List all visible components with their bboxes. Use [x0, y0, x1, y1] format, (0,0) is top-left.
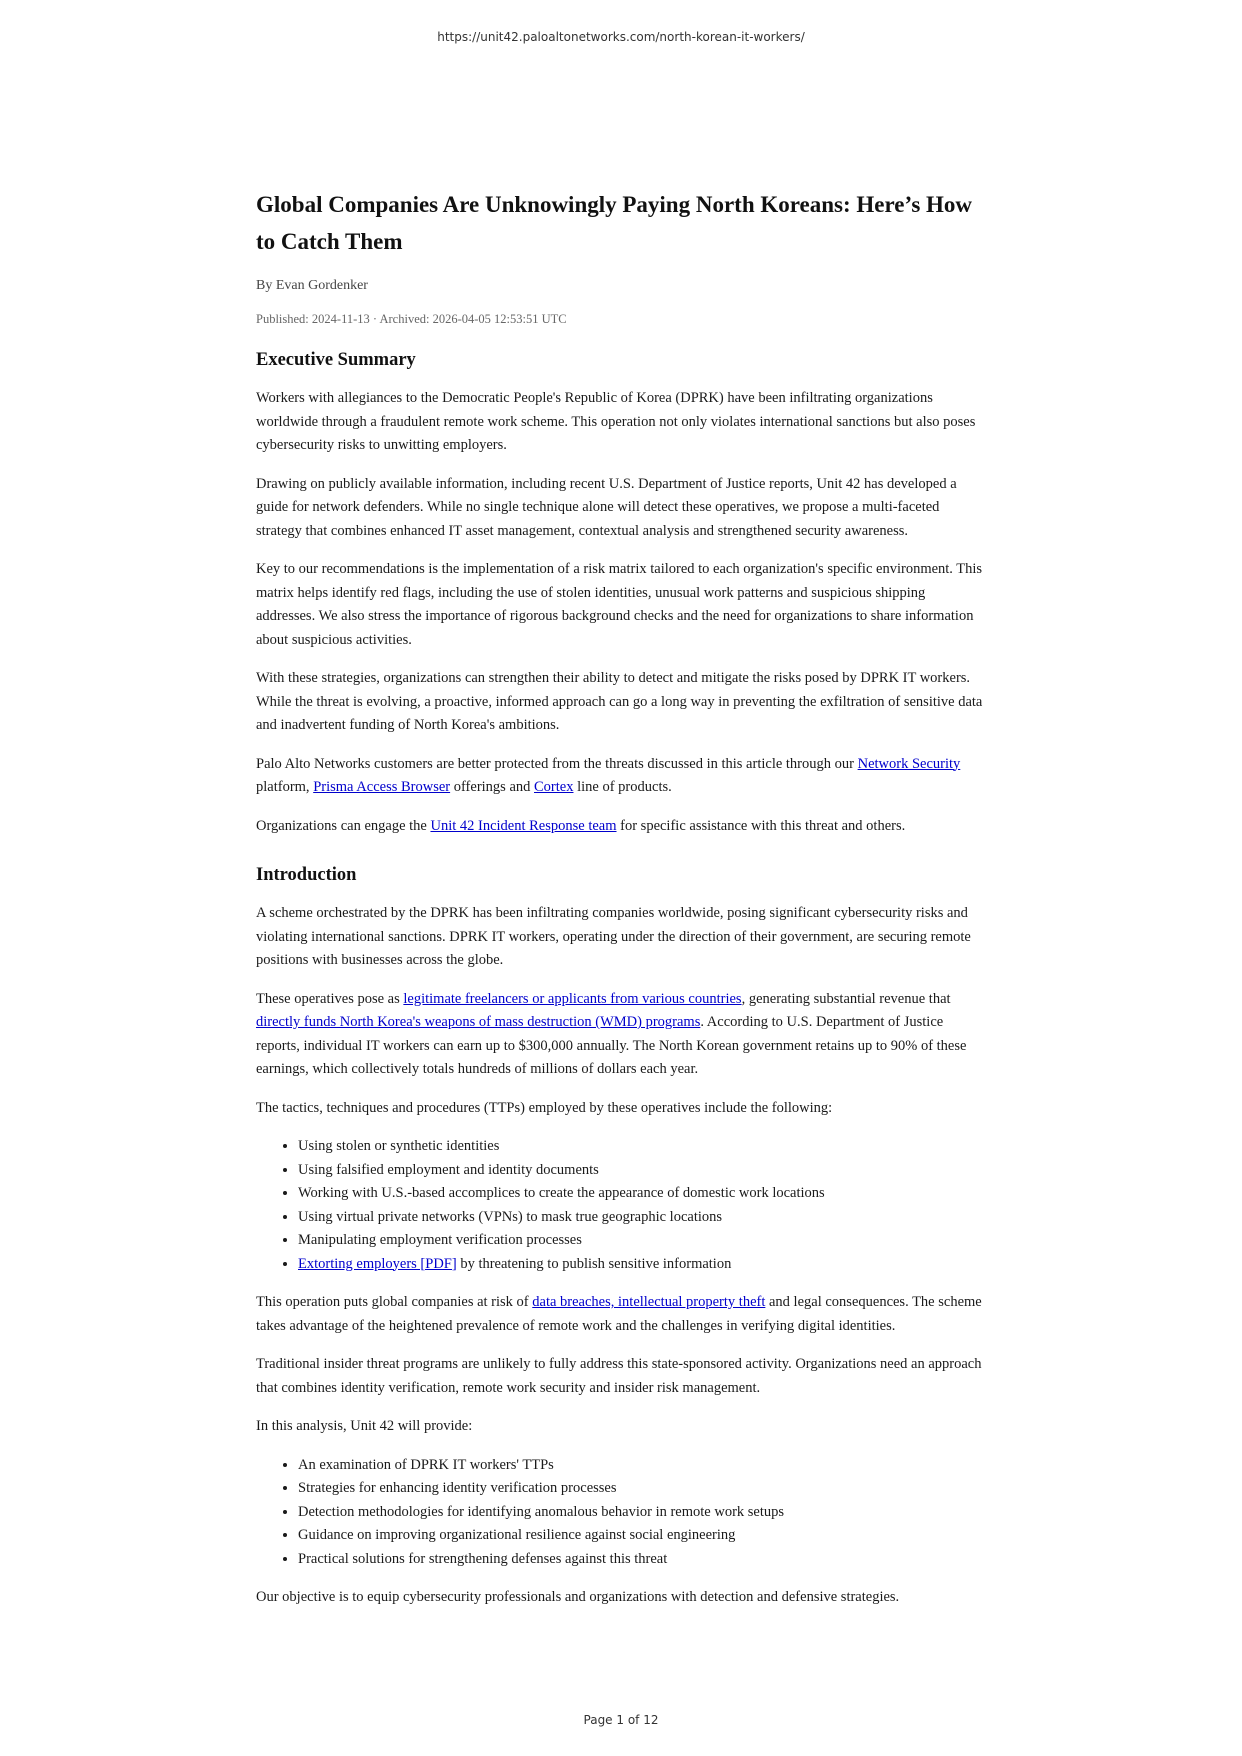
ttps-list [256, 1135, 986, 1276]
exec-summary-paragraph: Drawing on publicly available information, including recent U.S. Department of Justice reports, Unit 42 has developed a guide for network defenders. While no single technique alone will detect these operatives, we propose a multi-faceted strategy that combines enhanced IT asset management, contextual analysis and strengthened security awareness. [256, 475, 957, 539]
text-span: , generating substantial revenue that [741, 990, 951, 1007]
text-span: These operatives pose as [256, 990, 404, 1007]
intro-paragraph: The tactics, techniques and procedures (TTPs) employed by these operatives include the following: [256, 1099, 833, 1116]
intro-risk-paragraph [256, 1291, 986, 1338]
freelancers-link[interactable]: legitimate freelancers or applicants from various countries [403, 990, 742, 1007]
exec-summary-paragraph: With these strategies, organizations can strengthen their ability to detect and mitigate the risks posed by DPRK IT workers. While the threat is evolving, a proactive, informed approach can go a long way in preventing the exfiltration of sensitive data and inadvertent funding of North Korea's ambitions. [256, 670, 983, 733]
intro-paragraph: Our objective is to equip cybersecurity professionals and organizations with detection and defensive strategies. [256, 1589, 900, 1605]
list-item [298, 1253, 986, 1277]
list-item: • Manipulating employment verification processes [298, 1229, 986, 1253]
article-byline: By Evan Gordenker [256, 278, 368, 293]
list-item: • Using stolen or synthetic identities [298, 1135, 986, 1159]
text-span: Organizations can engage the [256, 817, 431, 834]
page-url-header: https://unit42.paloaltonetworks.com/north-korean-it-workers/ [437, 30, 805, 44]
introduction-heading: Introduction [256, 865, 357, 885]
exec-summary-ir-paragraph [256, 815, 986, 839]
article-title: Global Companies Are Unknowingly Paying North Koreans: Here’s How to Catch Them [256, 192, 973, 254]
text-span: Palo Alto Networks customers are better protected from the threats discussed in this article through our [256, 755, 858, 772]
intro-revenue-paragraph [256, 988, 986, 1082]
incident-response-link[interactable]: Unit 42 Incident Response team [430, 817, 617, 834]
list-item: • Using falsified employment and identity documents [298, 1159, 986, 1183]
analysis-list [256, 1454, 986, 1572]
text-span: . According to U.S. Department of Justice reports, individual IT workers can earn up to $300,000 annually. The North Korean government retains up to 90% of these earnings, which collectively totals hundreds of millions of dollars each year. [256, 1014, 967, 1077]
text-span: platform, [256, 779, 314, 795]
wmd-programs-link[interactable]: directly funds North Korea's weapons of mass destruction (WMD) programs [256, 1014, 701, 1030]
cortex-link[interactable]: Cortex [534, 779, 574, 795]
intro-paragraph: Traditional insider threat programs are unlikely to fully address this state-sponsored activity. Organizations need an approach that combines identity verification, remote work security and insider risk management. [256, 1356, 982, 1396]
list-item: • Strategies for enhancing identity verification processes [298, 1477, 986, 1501]
page-number: Page 1 of 12 [583, 1713, 659, 1727]
exec-summary-products-paragraph [256, 753, 986, 800]
intro-paragraph: In this analysis, Unit 42 will provide: [256, 1418, 473, 1434]
article-meta: Published: 2024-11-13 · Archived: 2026-04-05 12:53:51 UTC [256, 311, 567, 326]
text-span: for specific assistance with this threat and others. [616, 817, 906, 834]
prisma-access-browser-link[interactable]: Prisma Access Browser [313, 779, 451, 795]
list-item: • Using virtual private networks (VPNs) to mask true geographic locations [298, 1206, 986, 1230]
list-item: • An examination of DPRK IT workers' TTPs [298, 1454, 986, 1478]
network-security-link[interactable]: Network Security [857, 755, 961, 772]
list-item: • Detection methodologies for identifying anomalous behavior in remote work setups [298, 1501, 986, 1525]
list-item: • Guidance on improving organizational resilience against social engineering [298, 1524, 986, 1548]
executive-summary-heading: Executive Summary [256, 350, 416, 370]
data-breaches-link[interactable]: data breaches, intellectual property theft [532, 1294, 766, 1310]
extorting-employers-link[interactable]: Extorting employers [PDF] [298, 1255, 457, 1272]
intro-paragraph: A scheme orchestrated by the DPRK has been infiltrating companies worldwide, posing significant cybersecurity risks and violating international sanctions. DPRK IT workers, operating under the direction of their government, are securing remote positions with businesses across the globe. [256, 905, 971, 968]
exec-summary-paragraph: Key to our recommendations is the implementation of a risk matrix tailored to each organization's specific environment. This matrix helps identify red flags, including the use of stolen identities, unusual work patterns and suspicious shipping addresses. We also stress the importance of rigorous background checks and the need for organizations to share information about suspicious activities. [256, 561, 983, 648]
exec-summary-paragraph: Workers with allegiances to the Democratic People's Republic of Korea (DPRK) have been infiltrating organizations worldwide through a fraudulent remote work scheme. This operation not only violates international sanctions but also poses cybersecurity risks to unwitting employers. [256, 390, 976, 453]
list-item: • Working with U.S.-based accomplices to create the appearance of domestic work locations [298, 1182, 986, 1206]
text-span: line of products. [573, 779, 672, 795]
text-span: by threatening to publish sensitive information [456, 1255, 732, 1272]
text-span: and legal consequences. The scheme takes advantage of the heightened prevalence of remote work and the challenges in verifying digital identities. [256, 1294, 982, 1334]
article-content [256, 186, 986, 1625]
text-span: This operation puts global companies at risk of [256, 1294, 533, 1310]
list-item: • Practical solutions for strengthening defenses against this threat [298, 1548, 986, 1572]
text-span: offerings and [450, 779, 535, 795]
